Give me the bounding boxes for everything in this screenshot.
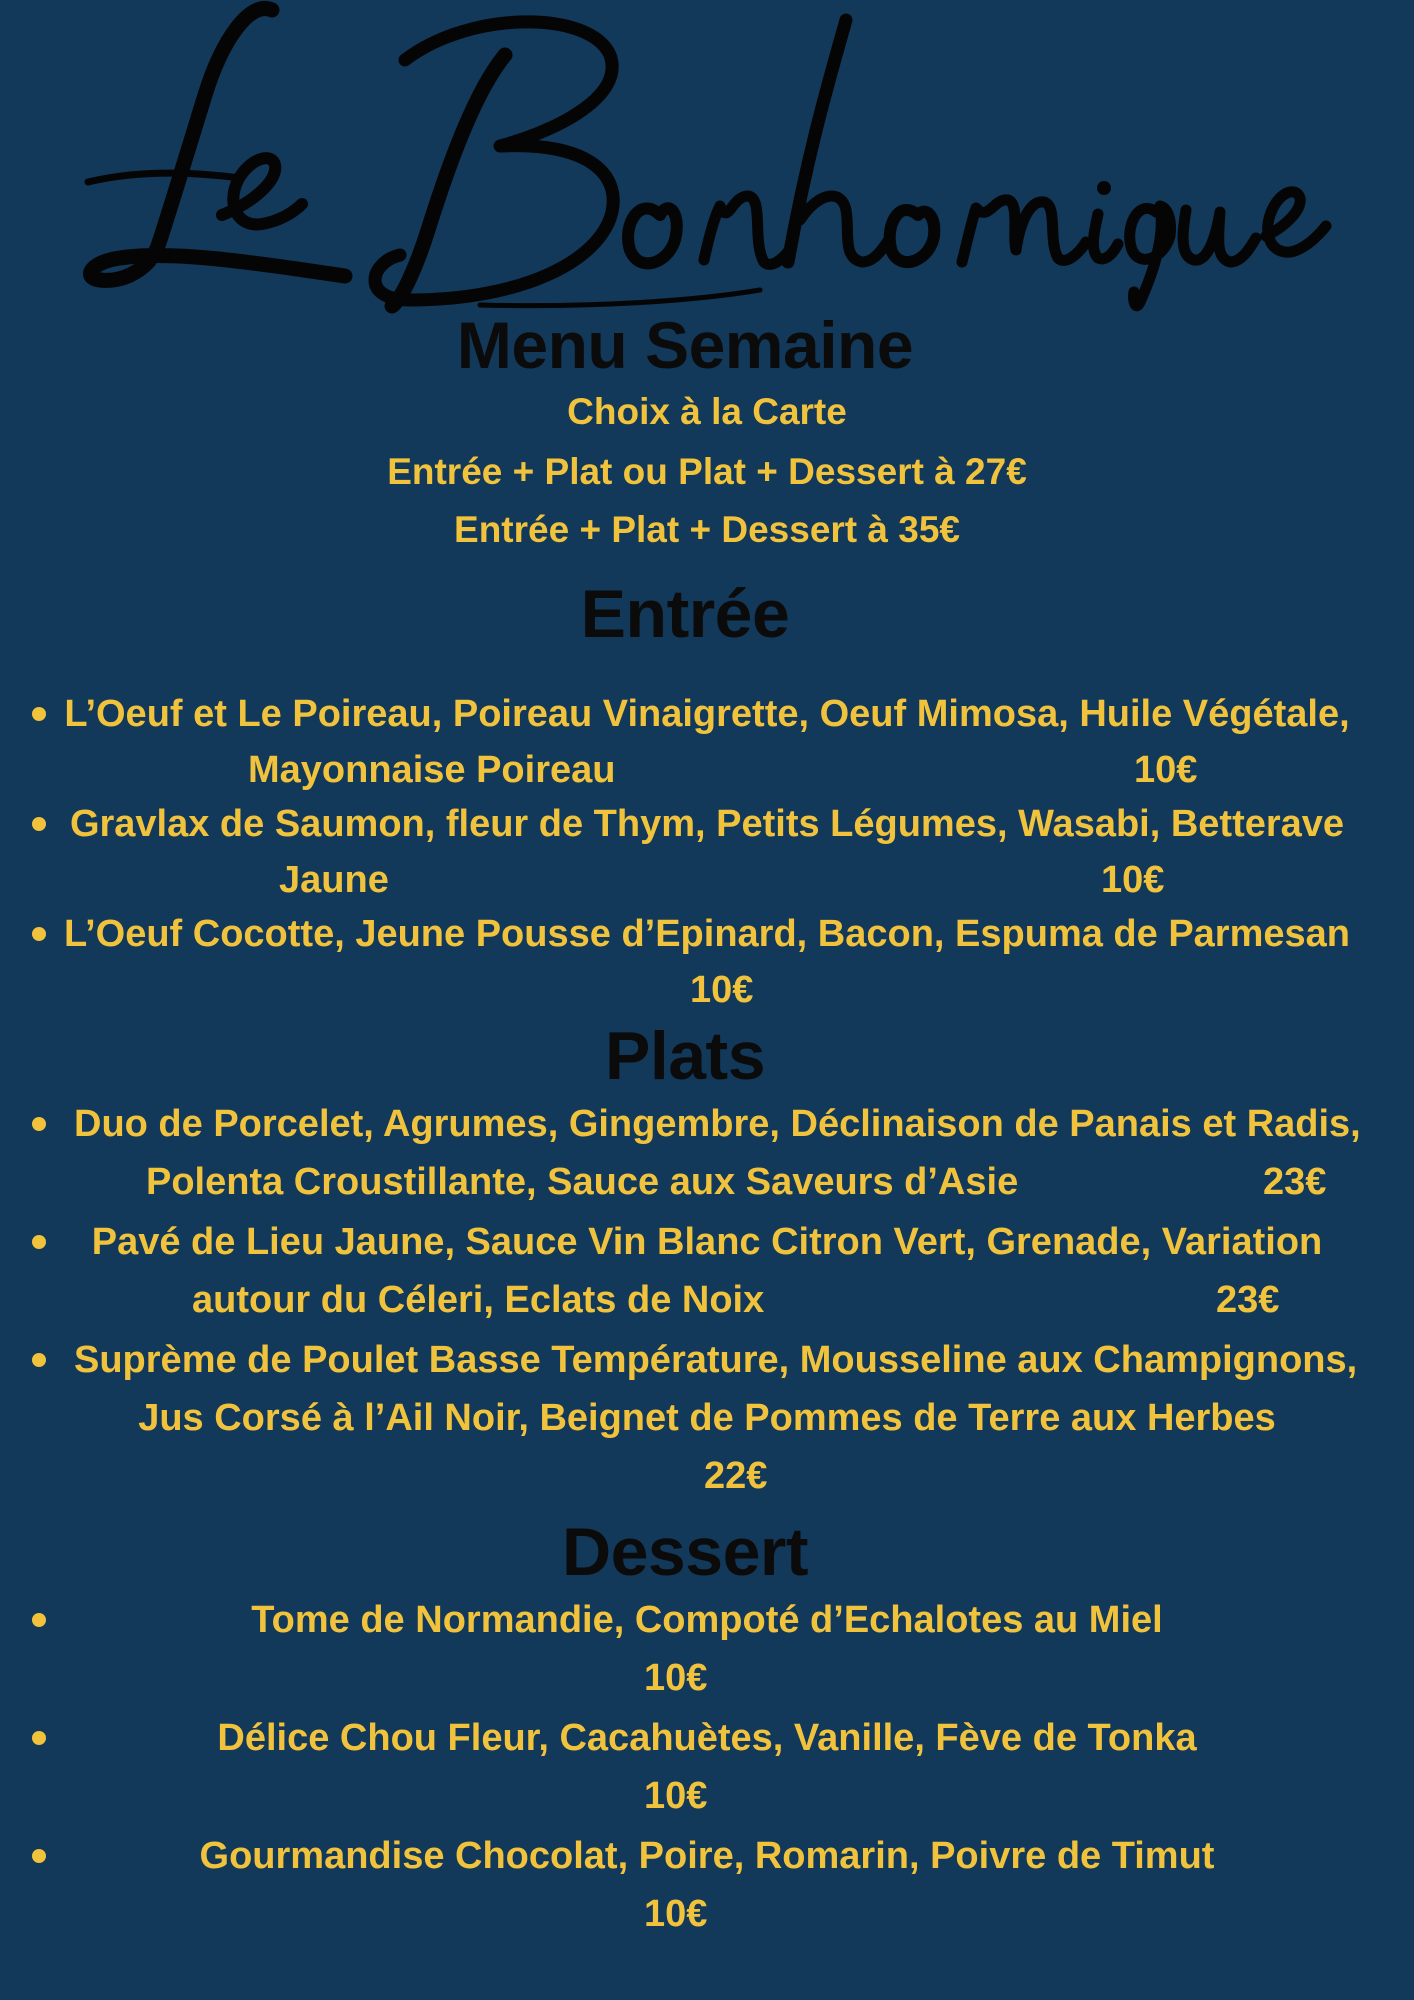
item-price: 10€ xyxy=(644,1775,708,1817)
item-description-line1: Gravlax de Saumon, fleur de Thym, Petits Légumes, Wasabi, Betterave xyxy=(69,803,1345,845)
section-title-entree: Entrée xyxy=(580,576,790,652)
item-description-line1: Gourmandise Chocolat, Poire, Romarin, Poivre de Timut xyxy=(199,1835,1215,1877)
formula-option-2: Entrée + Plat + Dessert à 35€ xyxy=(454,509,960,550)
item-price: 10€ xyxy=(1101,859,1165,901)
item-description-line1: Duo de Porcelet, Agrumes, Gingembre, Déclinaison de Panais et Radis, xyxy=(74,1103,1361,1145)
formula-option-1: Entrée + Plat ou Plat + Dessert à 27€ xyxy=(387,451,1027,492)
item-description-line1: Pavé de Lieu Jaune, Sauce Vin Blanc Citron Vert, Grenade, Variation xyxy=(91,1221,1323,1263)
item-description-line2: Jus Corsé à l’Ail Noir, Beignet de Pommes de Terre aux Herbes xyxy=(138,1397,1276,1439)
item-description-line2: autour du Céleri, Eclats de Noix xyxy=(192,1279,765,1321)
item-description-line1: Délice Chou Fleur, Cacahuètes, Vanille, Fève de Tonka xyxy=(217,1717,1197,1759)
menu-title: Menu Semaine xyxy=(456,308,914,382)
menu-item xyxy=(0,1592,1414,1708)
menu-item xyxy=(0,1214,1414,1332)
formula-title: Choix à la Carte xyxy=(567,391,847,432)
restaurant-logo xyxy=(0,0,1414,320)
item-price: 10€ xyxy=(690,969,754,1011)
item-price: 23€ xyxy=(1263,1161,1327,1203)
item-price: 10€ xyxy=(1134,749,1198,791)
item-price: 10€ xyxy=(644,1893,708,1935)
item-description-line1: L’Oeuf Cocotte, Jeune Pousse d’Epinard, Bacon, Espuma de Parmesan xyxy=(63,913,1350,955)
menu-item xyxy=(0,1332,1414,1508)
item-price: 10€ xyxy=(644,1657,708,1699)
bullet-icon xyxy=(32,1353,46,1367)
item-description-line1: L’Oeuf et Le Poireau, Poireau Vinaigrette, Oeuf Mimosa, Huile Végétale, xyxy=(64,693,1350,735)
item-description-line2: Mayonnaise Poireau xyxy=(248,749,616,791)
item-description-line2: Polenta Croustillante, Sauce aux Saveurs d’Asie xyxy=(146,1161,1019,1203)
menu-item xyxy=(0,1710,1414,1826)
item-price: 22€ xyxy=(704,1455,768,1497)
item-price: 23€ xyxy=(1216,1279,1280,1321)
item-description-line1: Tome de Normandie, Compoté d’Echalotes au Miel xyxy=(251,1599,1163,1641)
item-description-line2: Jaune xyxy=(279,859,389,901)
bullet-icon xyxy=(32,1117,46,1131)
menu-item xyxy=(0,1096,1414,1214)
item-description-line1: Suprème de Poulet Basse Température, Mousseline aux Champignons, xyxy=(74,1339,1358,1381)
menu-item xyxy=(0,796,1414,908)
menu-item xyxy=(0,906,1414,1018)
section-title-dessert: Dessert xyxy=(562,1514,808,1590)
menu-item xyxy=(0,1828,1414,1944)
section-title-plats: Plats xyxy=(604,1018,766,1094)
menu-item xyxy=(0,686,1414,798)
